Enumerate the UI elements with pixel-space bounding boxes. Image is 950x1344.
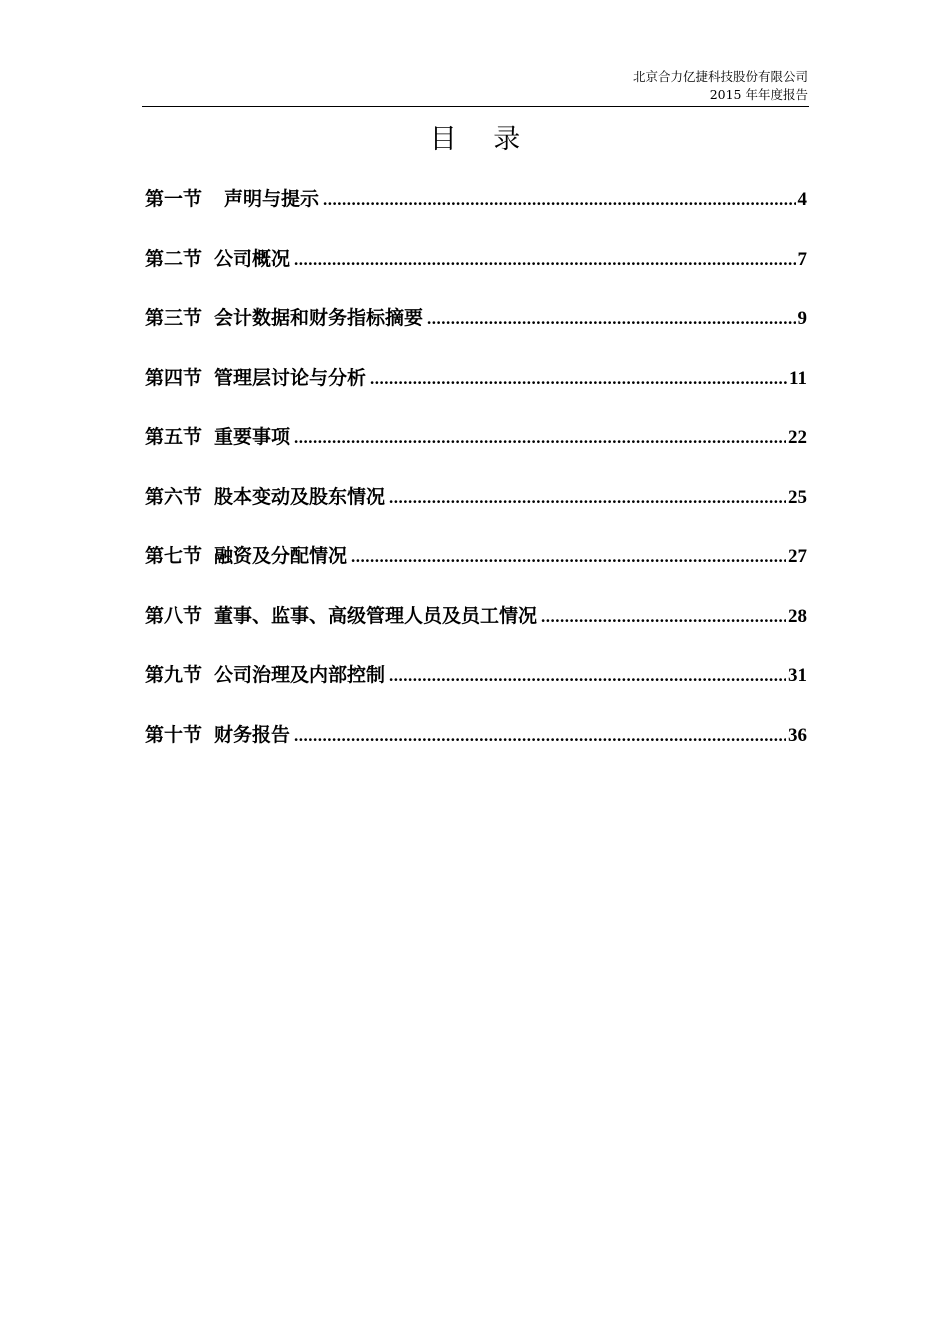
toc-section-title: 公司概况 [214,247,291,270]
toc-page-number: 31 [788,665,807,686]
toc-dot-leader [389,483,786,513]
toc-entry-3[interactable] [145,303,807,363]
toc-section-number: 第七节 [145,545,203,567]
toc-section-title: 股本变动及股东情况 [214,485,386,508]
toc-entry-5[interactable] [145,422,807,482]
toc-section-number: 第三节 [145,307,203,329]
toc-section-number: 第二节 [145,247,203,270]
toc-page-number: 22 [788,427,807,448]
toc-section-number: 第五节 [145,426,203,448]
toc-dot-leader [370,364,787,394]
toc-section-number: 第九节 [145,664,203,686]
toc-page-number: 4 [797,189,807,210]
toc-dot-leader [541,602,786,632]
toc-section-title: 公司治理及内部控制 [214,664,386,686]
page-header [633,68,808,104]
toc-section-title: 会计数据和财务指标摘要 [214,307,424,329]
toc-entry-10[interactable] [145,720,807,780]
toc-section-title: 管理层讨论与分析 [214,366,367,389]
toc-dot-leader [389,661,786,691]
toc-section-number: 第四节 [145,366,203,389]
toc-page-number: 11 [789,367,807,389]
toc-title: 目 录 [429,124,535,155]
toc-dot-leader [294,721,786,751]
toc-page-number: 36 [788,724,807,746]
toc-section-number: 第六节 [145,485,203,508]
toc-section-number: 第十节 [145,723,203,746]
header-report-name: 2015 年年度报告 [709,87,808,102]
toc-section-title: 融资及分配情况 [214,545,348,567]
header-divider [142,106,809,107]
toc-entry-4[interactable] [145,363,807,423]
toc-section-title: 董事、监事、高级管理人员及员工情况 [214,604,538,627]
toc-page-number: 25 [788,486,807,508]
toc-entry-1[interactable] [145,184,807,244]
toc-page-number: 7 [797,248,807,270]
toc-entry-8[interactable] [145,601,807,661]
toc-section-title: 财务报告 [214,723,291,746]
toc-dot-leader [323,185,795,215]
toc-page-number: 9 [797,308,807,329]
toc-entry-6[interactable] [145,482,807,542]
toc-page-number: 27 [788,546,807,567]
toc-section-number: 第八节 [145,604,203,627]
toc-section-number: 第一节 [145,188,203,210]
toc-dot-leader [427,304,795,334]
toc-entry-2[interactable] [145,244,807,304]
toc-dot-leader [294,423,786,453]
toc-section-title: 声明与提示 [224,188,320,210]
toc-dot-leader [294,245,795,275]
toc-entry-9[interactable] [145,660,807,720]
toc-entry-7[interactable] [145,541,807,601]
toc-page-number: 28 [788,605,807,627]
toc-dot-leader [351,542,786,572]
toc-section-title: 重要事项 [214,426,291,448]
header-company-name: 北京合力亿捷科技股份有限公司 [632,69,808,84]
table-of-contents [145,184,807,779]
